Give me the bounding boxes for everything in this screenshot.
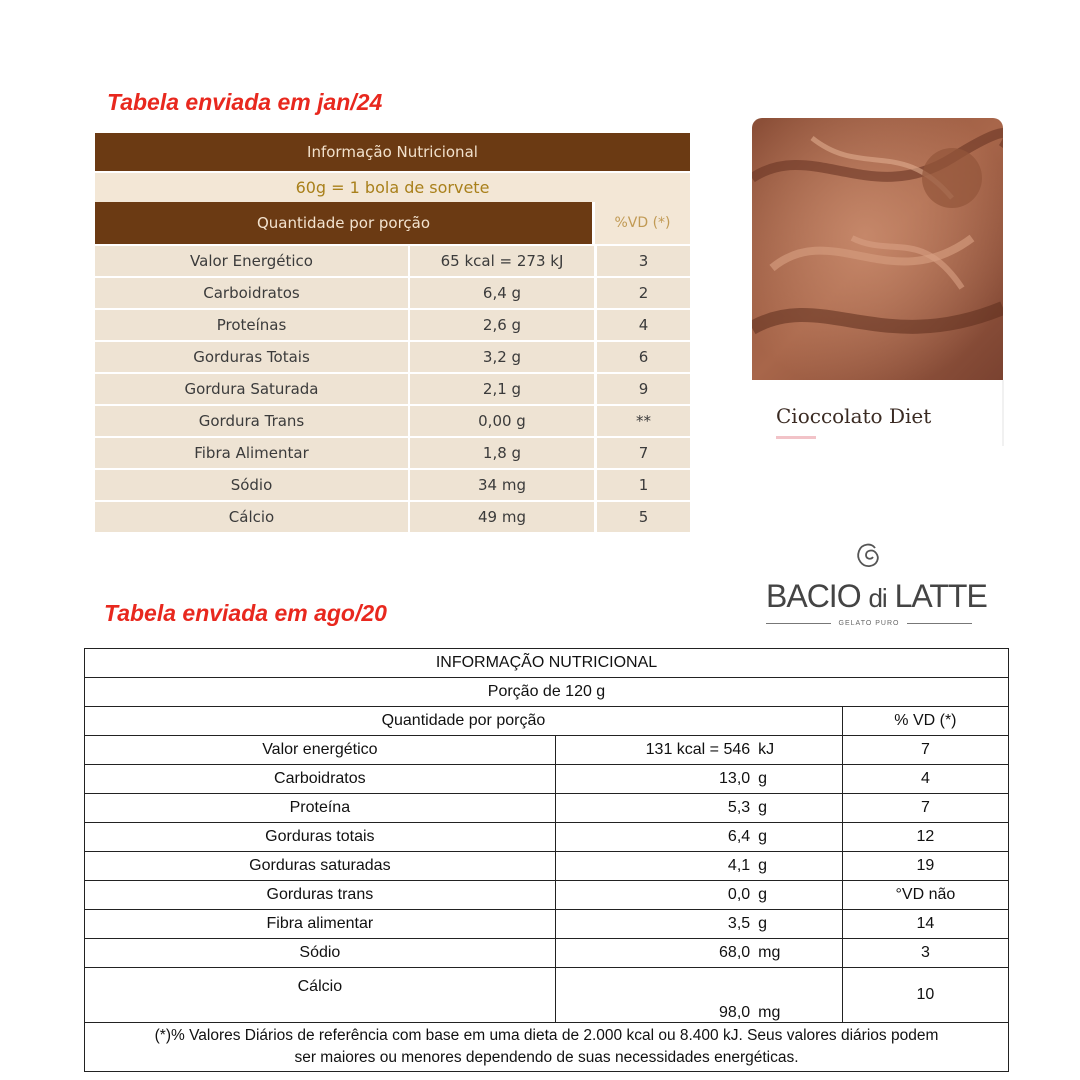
table-body [95,246,690,532]
nutrient-vd: 6 [638,348,649,366]
nutrient-vd: 3 [842,939,1008,968]
nutrient-vd: 14 [842,910,1008,939]
divider [766,623,831,624]
nutrient-vd: 19 [842,852,1008,881]
table-title: Informação Nutricional [95,133,690,171]
nutrient-vd: 9 [638,380,649,398]
nutrient-vd: 5 [638,508,649,526]
table-row [85,939,1009,968]
table-row [95,438,690,468]
table-row [95,342,690,372]
nutrient-value: 131 kcal = 546 [555,736,756,765]
nutrient-name: Proteínas [95,310,410,340]
nutrient-vd: 1 [638,476,649,494]
nutrient-unit: g [756,823,842,852]
nutrient-name: Fibra alimentar [85,910,556,939]
card-edge [1002,380,1004,446]
logo-tagline: GELATO PURO [838,620,900,627]
logo-latte: LATTE [894,578,987,614]
divider [907,623,972,624]
nutrient-amount: 1,8 g [410,438,597,468]
nutrient-vd: 7 [638,444,649,462]
nutrient-value: 98,0 [555,968,756,1023]
vd-header: % VD (*) [842,707,1008,736]
nutrient-name: Sódio [85,939,556,968]
caption-jan24: Tabela enviada em jan/24 [107,89,383,115]
nutrient-unit: g [756,881,842,910]
nutrient-vd: ** [636,412,651,430]
footnote-line: (*)% Valores Diários de referência com base em uma dieta de 2.000 kcal ou 8.400 kJ. Seus valores diários podem [154,1027,939,1044]
nutrient-name: Carboidratos [95,278,410,308]
nutrient-name: Valor Energético [95,246,410,276]
nutrient-name: Cálcio [85,968,556,1023]
nutrient-name: Gorduras Totais [95,342,410,372]
nutrition-table-jan24 [95,133,690,532]
logo-di: di [868,583,887,613]
caption-ago20: Tabela enviada em ago/20 [104,600,387,626]
table-row [95,502,690,532]
nutrient-value: 5,3 [555,794,756,823]
nutrient-vd: 4 [842,765,1008,794]
logo-tagline-row [766,620,972,627]
nutrient-vd: 4 [638,316,649,334]
swirl-icon [854,540,884,572]
nutrient-vd: 7 [842,794,1008,823]
vd-header: %VD (*) [595,202,690,244]
table-title: INFORMAÇÃO NUTRICIONAL [85,649,1009,678]
table-row [85,823,1009,852]
nutrient-name: Gorduras saturadas [85,852,556,881]
brand-logo [766,540,987,630]
table-row [95,310,690,340]
footnote-row [85,1023,1009,1072]
table-row [85,852,1009,881]
quantity-header: Quantidade por porção [85,707,843,736]
logo-main: BACIO [766,578,861,614]
nutrient-name: Proteína [85,794,556,823]
nutrient-name: Valor energético [85,736,556,765]
nutrient-vd: °VD não [842,881,1008,910]
product-card[interactable] [752,118,1004,448]
table-subheader [95,202,690,244]
table-row [95,470,690,500]
nutrient-name: Gorduras trans [85,881,556,910]
nutrient-vd: 2 [638,284,649,302]
nutrient-unit: g [756,794,842,823]
nutrient-value: 3,5 [555,910,756,939]
nutrient-unit: g [756,765,842,794]
nutrient-name: Gorduras totais [85,823,556,852]
nutrient-name: Cálcio [95,502,410,532]
logo-wordmark [766,578,987,615]
table-row [85,736,1009,765]
nutrient-name: Carboidratos [85,765,556,794]
nutrient-name: Gordura Saturada [95,374,410,404]
chocolate-gelato-image [752,118,1003,380]
nutrient-unit: mg [756,939,842,968]
nutrient-value: 68,0 [555,939,756,968]
table-row [85,968,1009,1023]
nutrient-unit: g [756,910,842,939]
nutrient-amount: 34 mg [410,470,597,500]
nutrient-amount: 0,00 g [410,406,597,436]
nutrient-amount: 49 mg [410,502,597,532]
table-row [85,910,1009,939]
nutrient-amount: 2,1 g [410,374,597,404]
footnote [85,1023,1009,1072]
nutrient-value: 13,0 [555,765,756,794]
nutrient-value: 4,1 [555,852,756,881]
table-row [85,794,1009,823]
nutrient-unit: g [756,852,842,881]
table-row [95,374,690,404]
nutrient-vd: 10 [842,968,1008,1023]
table-row [95,406,690,436]
nutrient-vd: 3 [638,252,649,270]
nutrient-amount: 3,2 g [410,342,597,372]
nutrient-value: 6,4 [555,823,756,852]
product-name: Cioccolato Diet [776,404,932,428]
table-row [85,765,1009,794]
nutrition-table-ago20 [84,648,1009,1072]
nutrient-name: Sódio [95,470,410,500]
nutrient-vd: 12 [842,823,1008,852]
table-row [95,278,690,308]
product-underline [776,436,816,439]
portion-size: 60g = 1 bola de sorvete [95,171,690,202]
nutrient-amount: 2,6 g [410,310,597,340]
nutrient-value: 0,0 [555,881,756,910]
nutrient-name: Fibra Alimentar [95,438,410,468]
nutrient-vd: 7 [842,736,1008,765]
nutrient-amount: 65 kcal = 273 kJ [410,246,597,276]
footnote-line: ser maiores ou menores dependendo de suas necessidades energéticas. [294,1049,799,1066]
nutrient-amount: 6,4 g [410,278,597,308]
nutrient-unit: mg [756,968,842,1023]
quantity-header: Quantidade por porção [95,202,592,244]
table-row [95,246,690,276]
nutrient-unit: kJ [756,736,842,765]
portion-size: Porção de 120 g [85,678,1009,707]
table-row [85,881,1009,910]
nutrient-name: Gordura Trans [95,406,410,436]
